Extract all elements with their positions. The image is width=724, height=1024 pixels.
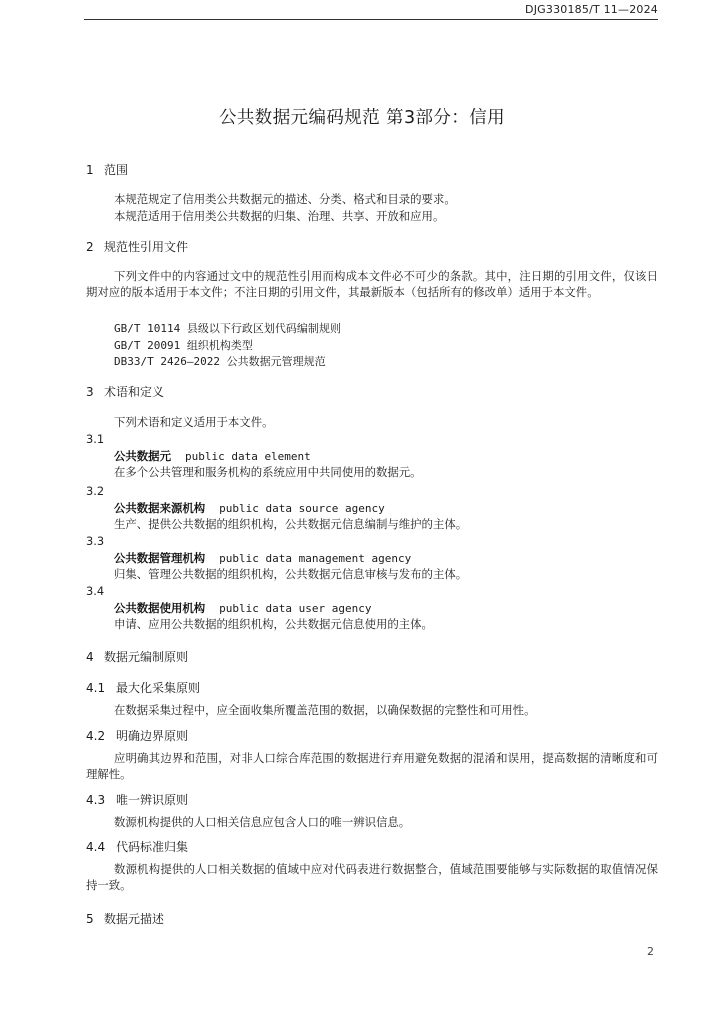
section-title: 数据元描述 (104, 912, 165, 926)
term-definition: 在多个公共管理和服务机构的系统应用中共同使用的数据元。 (114, 465, 422, 479)
subsection-title: 唯一辨识原则 (116, 793, 189, 807)
term-chinese: 公共数据来源机构 (114, 501, 206, 515)
term-english: public data source agency (219, 502, 385, 515)
section-2-heading (86, 238, 188, 255)
paragraph: 数源机构提供的人口相关数据的值域中应对代码表进行数据整合，值域范围要能够与实际数据的取值情况保持一致。 (86, 862, 658, 893)
term-entry (114, 550, 411, 566)
term-number: 3.2 (86, 484, 105, 498)
section-3-heading (86, 383, 164, 400)
section-number: 3 (86, 385, 94, 399)
term-definition: 归集、管理公共数据的组织机构，公共数据元信息审核与发布的主体。 (114, 567, 468, 581)
paragraph: 下列文件中的内容通过文中的规范性引用而构成本文件必不可少的条款。其中，注日期的引用文件，仅该日期对应的版本适用于本文件；不注日期的引用文件，其最新版本（包括所有的修改单）适用于本文件。 (86, 269, 658, 300)
subsection-heading (86, 727, 188, 744)
paragraph: 本规范适用于信用类公共数据的归集、治理、共享、开放和应用。 (114, 209, 445, 223)
term-english: public data management agency (219, 552, 412, 565)
subsection-number: 4.4 (86, 840, 106, 854)
subsection-title: 最大化采集原则 (116, 681, 201, 695)
term-number: 3.1 (86, 432, 105, 446)
document-title: 公共数据元编码规范 第3部分：信用 (219, 108, 505, 128)
paragraph: 数源机构提供的人口相关信息应包含人口的唯一辨识信息。 (114, 815, 411, 829)
paragraph: 应明确其边界和范围，对非人口综合库范围的数据进行弃用避免数据的混淆和误用，提高数据的清晰度和可理解性。 (86, 751, 658, 782)
section-number: 5 (86, 912, 94, 926)
section-title: 范围 (104, 163, 129, 177)
section-number: 4 (86, 650, 94, 664)
term-chinese: 公共数据管理机构 (114, 551, 206, 565)
paragraph: 本规范规定了信用类公共数据元的描述、分类、格式和目录的要求。 (114, 192, 456, 206)
header-divider (84, 19, 658, 20)
normative-reference: DB33/T 2426—2022 公共数据元管理规范 (114, 355, 326, 368)
subsection-heading (86, 838, 188, 855)
term-number: 3.4 (86, 584, 105, 598)
term-definition: 生产、提供公共数据的组织机构，公共数据元信息编制与维护的主体。 (114, 517, 468, 531)
term-chinese: 公共数据使用机构 (114, 601, 206, 615)
paragraph: 在数据采集过程中，应全面收集所覆盖范围的数据，以确保数据的完整性和可用性。 (114, 703, 536, 717)
term-entry (114, 448, 311, 464)
section-1-heading (86, 161, 128, 178)
subsection-heading (86, 791, 188, 808)
normative-reference: GB/T 20091 组织机构类型 (114, 339, 253, 352)
section-number: 2 (86, 240, 94, 254)
section-title: 术语和定义 (104, 385, 165, 399)
paragraph: 下列术语和定义适用于本文件。 (114, 415, 274, 429)
term-english: public data user agency (219, 602, 372, 615)
section-title: 规范性引用文件 (104, 240, 189, 254)
section-5-heading (86, 910, 164, 927)
subsection-number: 4.2 (86, 729, 106, 743)
page-number: 2 (647, 945, 654, 958)
normative-reference: GB/T 10114 县级以下行政区划代码编制规则 (114, 322, 341, 335)
subsection-title: 代码标准归集 (116, 840, 189, 854)
term-entry (114, 600, 371, 616)
section-title: 数据元编制原则 (104, 650, 189, 664)
term-english: public data element (184, 450, 311, 463)
term-chinese: 公共数据元 (114, 449, 171, 463)
term-number: 3.3 (86, 534, 105, 548)
subsection-heading (86, 679, 200, 696)
document-code: DJG330185/T 11—2024 (525, 3, 658, 16)
subsection-title: 明确边界原则 (116, 729, 189, 743)
term-definition: 申请、应用公共数据的组织机构，公共数据元信息使用的主体。 (114, 617, 433, 631)
subsection-number: 4.1 (86, 681, 106, 695)
term-entry (114, 500, 385, 516)
section-4-heading (86, 648, 188, 665)
subsection-number: 4.3 (86, 793, 106, 807)
section-number: 1 (86, 163, 94, 177)
